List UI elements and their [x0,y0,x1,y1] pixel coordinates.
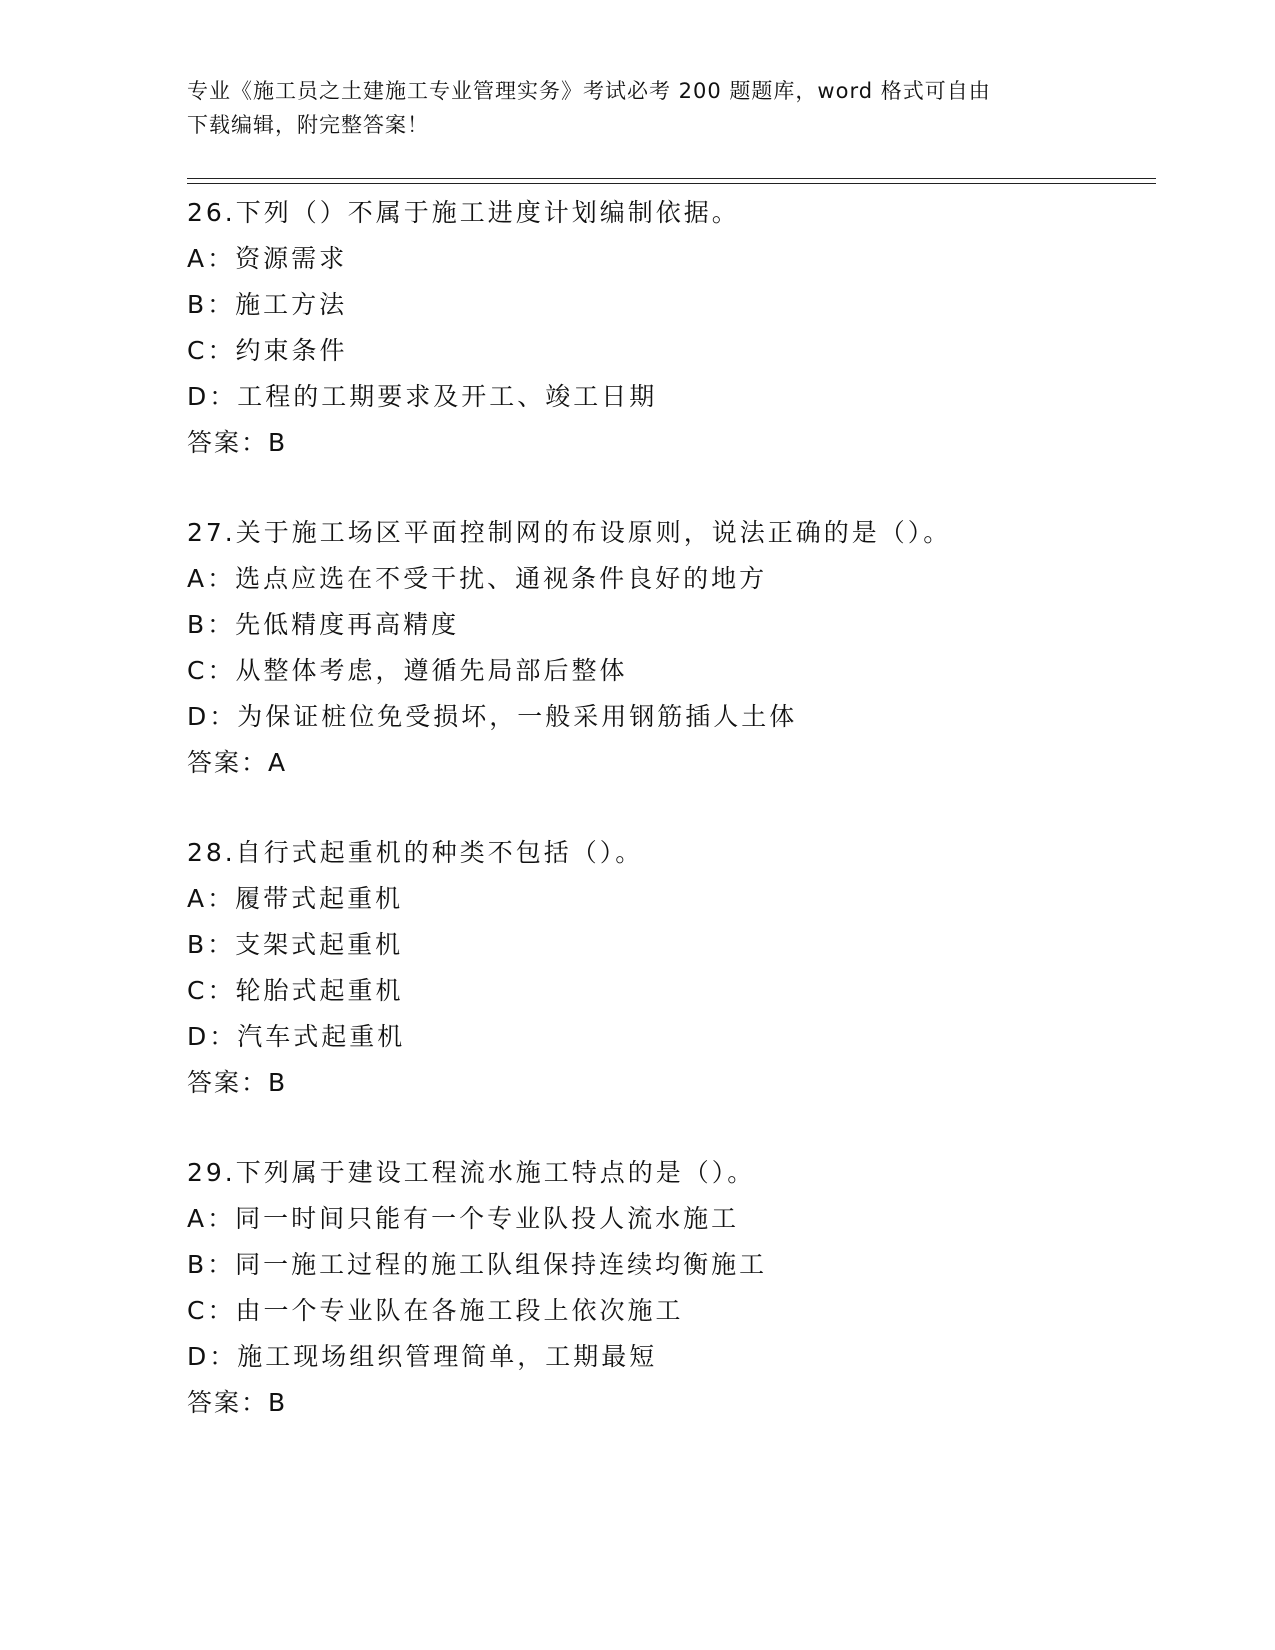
option-c: C：轮胎式起重机 [187,976,404,1005]
question-27 [187,510,1156,830]
header-line-1: 专业《施工员之土建施工专业管理实务》考试必考 200 题题库，word 格式可自由 [187,79,991,103]
question-29 [187,1150,1156,1470]
answer: 答案：B [187,428,288,457]
header-divider-top [187,178,1156,179]
option-b: B：支架式起重机 [187,930,404,959]
option-d: D：工程的工期要求及开工、竣工日期 [187,382,658,411]
option-a: A：资源需求 [187,244,348,273]
option-a: A：同一时间只能有一个专业队投人流水施工 [187,1204,740,1233]
answer: 答案：B [187,1068,288,1097]
answer: 答案：B [187,1388,288,1417]
option-b: B：施工方法 [187,290,348,319]
question-stem: 28.自行式起重机的种类不包括（）。 [187,838,644,867]
option-a: A：选点应选在不受干扰、通视条件良好的地方 [187,564,768,593]
option-c: C：从整体考虑，遵循先局部后整体 [187,656,628,685]
answer: 答案：A [187,748,288,777]
option-c: C：由一个专业队在各施工段上依次施工 [187,1296,684,1325]
header-divider-bottom [187,183,1156,184]
document-header [187,74,1087,142]
question-26 [187,190,1156,510]
option-a: A：履带式起重机 [187,884,404,913]
option-d: D：施工现场组织管理简单，工期最短 [187,1342,658,1371]
option-b: B：同一施工过程的施工队组保持连续均衡施工 [187,1250,768,1279]
option-d: D：为保证桩位免受损坏，一般采用钢筋插人土体 [187,702,798,731]
question-stem: 27.关于施工场区平面控制网的布设原则，说法正确的是（）。 [187,518,952,547]
question-28 [187,830,1156,1150]
header-line-2: 下载编辑，附完整答案！ [187,113,429,137]
option-b: B：先低精度再高精度 [187,610,460,639]
question-stem: 29.下列属于建设工程流水施工特点的是（）。 [187,1158,756,1187]
question-list [187,190,1156,1470]
option-d: D：汽车式起重机 [187,1022,406,1051]
question-stem: 26.下列（）不属于施工进度计划编制依据。 [187,198,740,227]
option-c: C：约束条件 [187,336,348,365]
